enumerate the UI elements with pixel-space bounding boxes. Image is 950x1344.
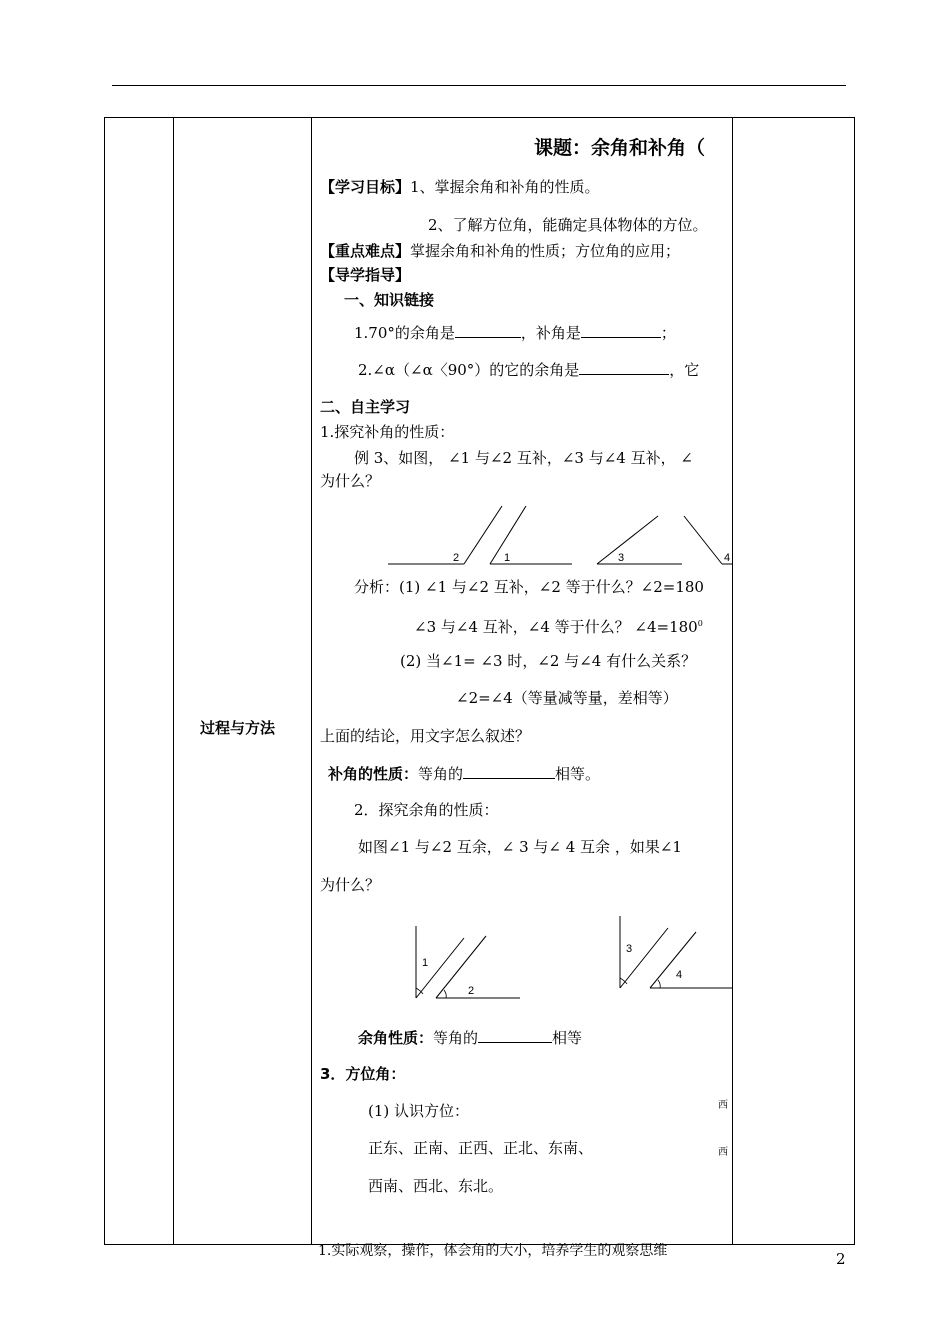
q1-blank-1[interactable] — [455, 323, 521, 338]
question-2 — [358, 360, 699, 379]
key-points-text: 掌握余角和补角的性质；方位角的应用； — [410, 242, 681, 260]
section2-heading: 二、自主学习 — [320, 398, 411, 416]
key-points-line — [320, 242, 680, 260]
question-1 — [354, 323, 676, 342]
conclusion-question: 上面的结论，用文字怎么叙述？ — [320, 727, 531, 745]
example-4: 如图∠1 与∠2 互余，∠ 3 与∠ 4 互余 ，如果∠1 — [358, 838, 682, 856]
analysis-2-sup: 0 — [697, 619, 703, 628]
column-divider-1 — [173, 117, 174, 1245]
objective-2: 2、了解方位角，能确定具体物体的方位。 — [428, 216, 708, 234]
lesson-title: 课题：余角和补角（ — [534, 137, 706, 159]
q1-text-c: ； — [660, 324, 676, 342]
fig2-label-3: 3 — [626, 943, 633, 955]
analysis-1: 分析：(1) ∠1 与∠2 互补，∠2 等于什么？∠2=180 — [354, 578, 704, 596]
why-2: 为什么？ — [320, 876, 381, 894]
recognize-directions: (1) 认识方位： — [368, 1102, 470, 1120]
fig1-label-3: 3 — [618, 552, 625, 564]
q1-blank-2[interactable] — [581, 323, 661, 338]
fig2-label-1: 1 — [422, 957, 429, 969]
directions-line-2: 西南、西北、东北。 — [368, 1177, 504, 1195]
section3-heading: 3．方位角： — [320, 1065, 406, 1083]
table-left-border — [104, 117, 105, 1245]
table-right-border — [854, 117, 855, 1245]
supp-property-text-a: 等角的 — [418, 765, 464, 783]
objective-1: 1、掌握余角和补角的性质。 — [410, 178, 600, 196]
comp-property-text-a: 等角的 — [433, 1029, 479, 1047]
supplement-property — [328, 764, 600, 783]
directions-line-1: 正东、正南、正西、正北、东南、 — [368, 1139, 594, 1157]
row-label: 过程与方法 — [200, 719, 276, 737]
comp-property-blank[interactable] — [478, 1028, 552, 1043]
column-divider-3 — [732, 117, 733, 1245]
q1-text-b: ，补角是 — [520, 324, 581, 342]
fig2-label-2: 2 — [468, 985, 475, 997]
guide-label: 【导学指导】 — [320, 266, 411, 284]
compass-label-west-1: 西 — [718, 1100, 728, 1111]
complementary-angles-figure — [312, 914, 732, 1014]
q2-text-b: ，它 — [669, 361, 700, 379]
header-rule — [112, 85, 846, 86]
footer-note: 1.实际观察，操作，体会角的大小，培养学生的观察思维 — [318, 1243, 668, 1259]
q2-blank-1[interactable] — [579, 360, 669, 375]
fig1-label-2: 2 — [453, 552, 460, 564]
explore-complement: 2．探究余角的性质： — [354, 801, 499, 819]
supplementary-angles-figure — [312, 500, 732, 580]
objectives-line-1 — [320, 178, 600, 196]
section1-heading: 一、知识链接 — [344, 291, 435, 309]
comp-property-label: 余角性质： — [358, 1029, 434, 1047]
compass-label-west-2: 西 — [718, 1147, 728, 1158]
key-points-label: 【重点难点】 — [320, 242, 411, 260]
comp-property-text-b: 相等 — [552, 1029, 583, 1047]
objectives-label: 【学习目标】 — [320, 178, 411, 196]
supp-property-label: 补角的性质： — [328, 765, 419, 783]
supp-property-text-b: 相等。 — [555, 765, 601, 783]
analysis-2-text: ∠3 与∠4 互补，∠4 等于什么？ ∠4=180 — [414, 618, 698, 636]
q2-text-a: 2.∠α（∠α〈90°）的它的余角是 — [358, 361, 580, 379]
content-cell — [312, 118, 732, 1244]
fig1-label-1: 1 — [504, 552, 511, 564]
example-3: 例 3、如图， ∠1 与∠2 互补，∠3 与∠4 互补， ∠ — [354, 449, 693, 467]
why-1: 为什么？ — [320, 472, 381, 490]
analysis-2 — [414, 615, 703, 636]
supp-property-blank[interactable] — [463, 764, 555, 779]
page-number: 2 — [836, 1250, 846, 1268]
explore-supplement: 1.探究补角的性质： — [320, 423, 455, 441]
q1-text-a: 1.70°的余角是 — [354, 324, 455, 342]
fig2-label-4: 4 — [676, 969, 683, 981]
complement-property — [358, 1028, 582, 1047]
analysis-4: ∠2=∠4（等量减等量，差相等） — [456, 689, 678, 707]
analysis-3: (2) 当∠1= ∠3 时，∠2 与∠4 有什么关系？ — [400, 652, 697, 670]
fig1-label-4: 4 — [724, 552, 731, 564]
